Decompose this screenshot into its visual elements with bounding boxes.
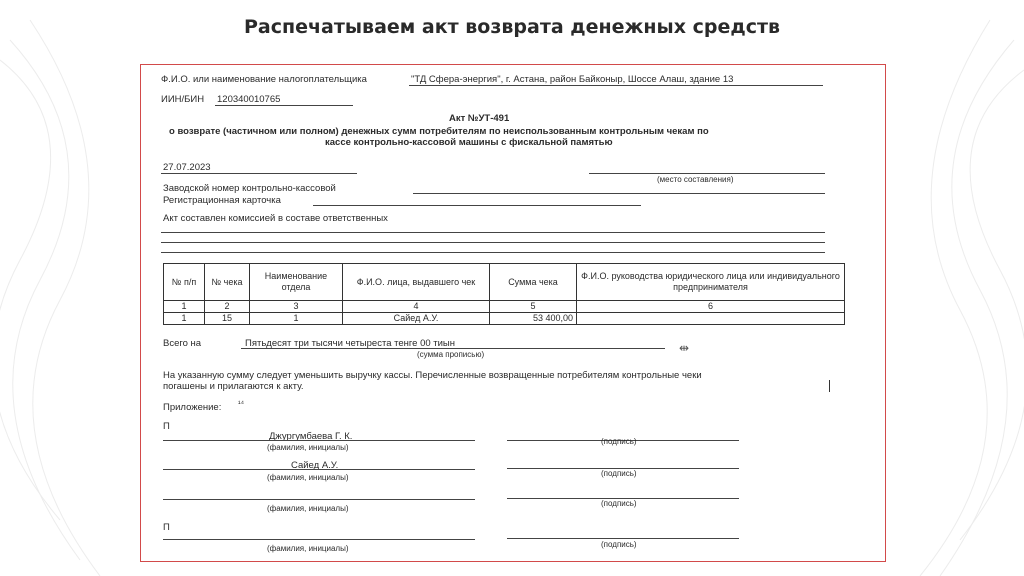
total-caption: (сумма прописью): [417, 350, 485, 359]
taxpayer-underline: [409, 85, 823, 86]
p-label: П: [163, 421, 170, 432]
name-caption: (фамилия, инициалы): [267, 544, 349, 553]
p-label-2: П: [163, 522, 170, 533]
name-line-2: [163, 469, 475, 470]
act-subtitle-1: о возврате (частичном или полном) денежных сумм потребителям по неиспользованным контрольным чекам по: [169, 126, 709, 137]
table-row: [164, 313, 845, 325]
col-number: 3: [250, 301, 343, 313]
cell-issuer: Сайед А.У.: [343, 313, 490, 325]
name-caption: (фамилия, инициалы): [267, 443, 349, 452]
commission-line-3: [161, 252, 825, 253]
signer-name-1: Джургумбаева Г. К.: [269, 431, 353, 442]
date-underline: [161, 173, 357, 174]
signer-name-2: Сайед А.У.: [291, 460, 339, 471]
place-caption: (место составления): [657, 175, 734, 184]
name-line-1: [163, 440, 475, 441]
factory-number-label: Заводской номер контрольно-кассовой: [163, 183, 336, 194]
cell-amount: 53 400,00: [490, 313, 577, 325]
scanned-document: [140, 64, 886, 562]
attachment-label: Приложение:: [163, 402, 222, 413]
slide-title: Распечатываем акт возврата денежных средств: [243, 16, 781, 38]
checks-table: [163, 263, 845, 325]
total-label: Всего на: [163, 338, 202, 349]
text-cursor-icon: ⇹: [679, 341, 690, 355]
iin-underline: [215, 105, 353, 106]
attachment-mark: ¹⁴: [238, 399, 245, 408]
cell-department: 1: [250, 313, 343, 325]
signature-caption: (подпись): [601, 469, 637, 478]
taxpayer-value: "ТД Сфера-энергия", г. Астана, район Байконыр, Шоссе Алаш, здание 13: [411, 74, 734, 85]
cell-check-number: 15: [205, 313, 250, 325]
commission-line-1: [161, 232, 825, 233]
col-header: Сумма чека: [490, 264, 577, 301]
col-header: Наименование отдела: [250, 264, 343, 301]
text-caret: [829, 380, 830, 392]
reg-card-label: Регистрационная карточка: [163, 195, 281, 206]
name-line-4: [163, 539, 475, 540]
col-header: № п/п: [164, 264, 205, 301]
col-header: № чека: [205, 264, 250, 301]
col-header: Ф.И.О. лица, выдавшего чек: [343, 264, 490, 301]
col-number: 2: [205, 301, 250, 313]
name-caption: (фамилия, инициалы): [267, 504, 349, 513]
commission-label: Акт составлен комиссией в составе ответственных: [163, 213, 388, 224]
cell-manager: [577, 313, 845, 325]
place-underline: [589, 173, 825, 174]
col-number: 5: [490, 301, 577, 313]
col-number: 4: [343, 301, 490, 313]
cell-row-number: 1: [164, 313, 205, 325]
commission-line-2: [161, 242, 825, 243]
note-line-1: На указанную сумму следует уменьшить выручку кассы. Перечисленные возвращенные потребителям контрольные чеки: [163, 370, 702, 381]
total-underline: [241, 348, 665, 349]
table-row: [164, 301, 845, 313]
signature-line-4: [507, 538, 739, 539]
iin-value: 120340010765: [217, 94, 281, 105]
signature-caption: (подпись): [601, 540, 637, 549]
col-number: 6: [577, 301, 845, 313]
table-header-row: [164, 264, 845, 301]
act-date: 27.07.2023: [163, 162, 211, 173]
signature-caption: (подпись): [601, 437, 637, 446]
col-number: 1: [164, 301, 205, 313]
signature-caption: (подпись): [601, 499, 637, 508]
act-subtitle-2: кассе контрольно-кассовой машины с фискальной памятью: [325, 137, 613, 148]
name-caption: (фамилия, инициалы): [267, 473, 349, 482]
reg-card-underline: [313, 205, 641, 206]
total-in-words: Пятьдесят три тысячи четыреста тенге 00 тиын: [245, 338, 456, 349]
note-line-2: погашены и прилагаются к акту.: [163, 381, 304, 392]
taxpayer-label: Ф.И.О. или наименование налогоплательщика: [161, 74, 367, 85]
col-header: Ф.И.О. руководства юридического лица или индивидуального предпринимателя: [577, 264, 845, 301]
act-number: Акт №УТ-491: [449, 113, 510, 124]
factory-number-underline: [413, 193, 825, 194]
name-line-3: [163, 499, 475, 500]
iin-label: ИИН/БИН: [161, 94, 205, 105]
